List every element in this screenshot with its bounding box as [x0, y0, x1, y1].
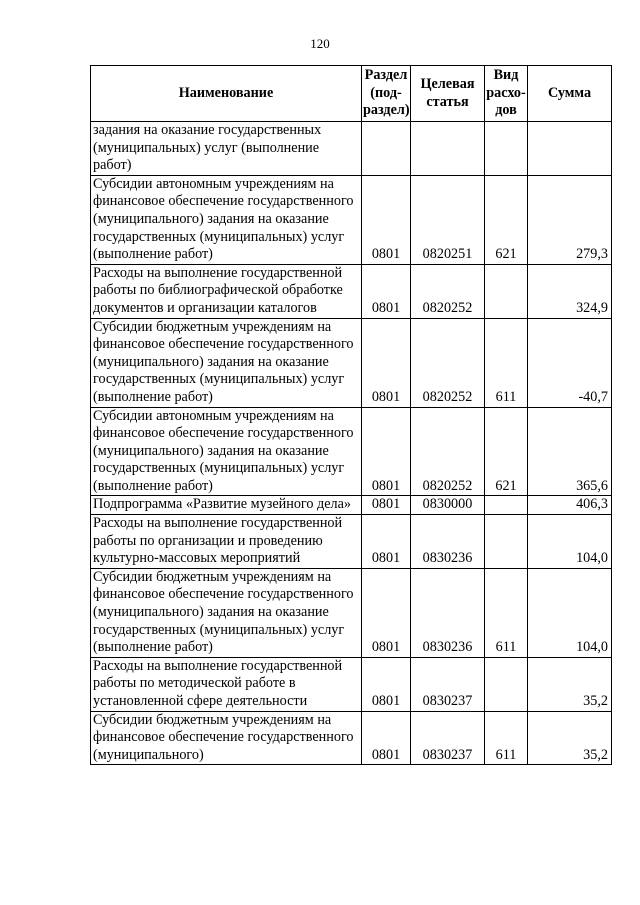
row-type: 611 [485, 318, 528, 407]
row-sum: -40,7 [528, 318, 612, 407]
row-name: Расходы на выполнение государственной работы по методической работе в установленной сфере деятельности [91, 657, 362, 711]
row-sum: 406,3 [528, 496, 612, 515]
row-name: Расходы на выполнение государственной работы по библиографической обработке документов и организации каталогов [91, 264, 362, 318]
row-sum: 104,0 [528, 568, 612, 657]
row-name: Субсидии автономным учреждениям на финансовое обеспечение государственного (муниципального) задания на оказание государственных (муниципальных) услуг (выполнение работ) [91, 175, 362, 264]
row-section [362, 122, 411, 176]
row-type [485, 657, 528, 711]
table-row [91, 407, 612, 496]
row-sum: 324,9 [528, 264, 612, 318]
row-sum: 35,2 [528, 711, 612, 765]
row-section: 0801 [362, 515, 411, 569]
table-row [91, 711, 612, 765]
row-type [485, 496, 528, 515]
header-sum: Сумма [528, 66, 612, 122]
row-name: Субсидии бюджетным учреждениям на финансовое обеспечение государственного (муниципального) задания на оказание государственных (муниципальных) услуг (выполнение работ) [91, 318, 362, 407]
row-target [411, 122, 485, 176]
row-section: 0801 [362, 407, 411, 496]
row-section: 0801 [362, 264, 411, 318]
row-name: Расходы на выполнение государственной работы по организации и проведению культурно-массовых мероприятий [91, 515, 362, 569]
row-target: 0830237 [411, 657, 485, 711]
row-type: 611 [485, 711, 528, 765]
row-sum: 279,3 [528, 175, 612, 264]
table-row [91, 515, 612, 569]
row-sum: 35,2 [528, 657, 612, 711]
row-section: 0801 [362, 657, 411, 711]
table-row [91, 657, 612, 711]
row-target: 0820252 [411, 318, 485, 407]
row-type: 621 [485, 175, 528, 264]
row-target: 0830000 [411, 496, 485, 515]
row-section: 0801 [362, 175, 411, 264]
row-target: 0820252 [411, 407, 485, 496]
header-target: Целевая статья [411, 66, 485, 122]
budget-table [90, 65, 612, 765]
table-row [91, 496, 612, 515]
row-name: Субсидии бюджетным учреждениям на финансовое обеспечение государственного (муниципального) [91, 711, 362, 765]
row-name: Субсидии бюджетным учреждениям на финансовое обеспечение государственного (муниципального) задания на оказание государственных (муниципальных) услуг (выполнение работ) [91, 568, 362, 657]
header-section: Раздел (под-раздел) [362, 66, 411, 122]
row-type [485, 264, 528, 318]
row-sum: 104,0 [528, 515, 612, 569]
page-number: 120 [310, 36, 330, 51]
row-section: 0801 [362, 568, 411, 657]
table-row [91, 264, 612, 318]
row-name: Субсидии автономным учреждениям на финансовое обеспечение государственного (муниципального) задания на оказание государственных (муниципальных) услуг (выполнение работ) [91, 407, 362, 496]
row-section: 0801 [362, 496, 411, 515]
table-row [91, 175, 612, 264]
row-target: 0830236 [411, 515, 485, 569]
row-sum [528, 122, 612, 176]
table-header-row [91, 66, 612, 122]
row-type: 611 [485, 568, 528, 657]
row-type [485, 122, 528, 176]
row-type: 621 [485, 407, 528, 496]
row-name: задания на оказание государственных (муниципальных) услуг (выполнение работ) [91, 122, 362, 176]
row-target: 0830236 [411, 568, 485, 657]
row-section: 0801 [362, 318, 411, 407]
row-target: 0820251 [411, 175, 485, 264]
row-type [485, 515, 528, 569]
table-row [91, 122, 612, 176]
row-section: 0801 [362, 711, 411, 765]
row-name: Подпрограмма «Развитие музейного дела» [91, 496, 362, 515]
row-target: 0830237 [411, 711, 485, 765]
header-name: Наименование [91, 66, 362, 122]
header-type: Вид расхо-дов [485, 66, 528, 122]
table-row [91, 318, 612, 407]
row-target: 0820252 [411, 264, 485, 318]
table-row [91, 568, 612, 657]
row-sum: 365,6 [528, 407, 612, 496]
